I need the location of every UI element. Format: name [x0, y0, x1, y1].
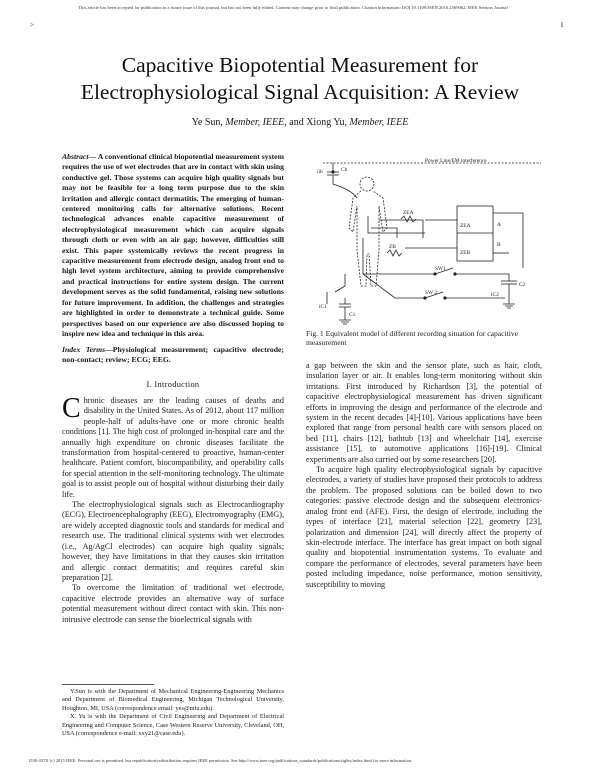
zeb-box-label: ZEB [460, 250, 471, 256]
node-a-label: A [497, 222, 501, 228]
intro-paragraph-3: To overcome the limitation of traditional wet electrode, capacitive electrode provides an alternative way of surface potential measurement without direct contact with skin. This non-intrusive electrode can sense the bioelectrical signals with [62, 583, 284, 624]
sw2-label: SW 2 [425, 290, 438, 296]
footnotes [62, 688, 284, 738]
ib-label: iib [317, 169, 323, 175]
page-marker: > [30, 21, 34, 29]
figure-1-diagram [305, 158, 545, 328]
intro-right-paragraph-2: To acquire high quality electrophysiological signals by capacitive electrodes, a variety of studies have proposed their protocols to address the problem. The proposed solutions can be boiled down to two categories: passive electrode design and the subsequent electronics-analog front end (AFE). First, the design of electrode, including the types of interface [21], material selection [22], geometry [23], polarization and dimension [24], will directly affect the property of skin-electrode interface. The interface has great impact on both signal quality and biopotential instrumentation systems. To evaluate and compare the performance of electrodes, several parameters have been posted including impedance, noise performance, motion sensitivity, susceptibility to moving [306, 465, 542, 589]
intro-left-column [62, 393, 284, 625]
footnote-1: Y.Sun is with the Department of Mechanical Engineering-Engineering Mechanics and Department of Biomedical Engineering, Michigan Technological University, Houghton, MI, USA (correspondence email: yes@mtu.edu). [62, 688, 284, 712]
index-terms [62, 345, 284, 366]
figure-1-caption: Fig. 1 Equivalent model of different recording situation for capacitive measurement [306, 329, 518, 347]
author-1-role: Member, IEEE, [225, 117, 287, 128]
c1-label: C1 [349, 312, 356, 318]
drop-cap: C [62, 393, 81, 424]
paper-title: Capacitive Biopotential Measurement for Electrophysiological Signal Acquisition: A Review [80, 53, 520, 104]
intro-paragraph-1: Chronic diseases are the leading causes of deaths and disability in the United States. As of 2012, about 117 million people-half of adults-have one or more chronic health conditions [1]. The high cost of prolonged in-hospital care and the annually high expenditure on chronic diseases facilitate the transformation from hospital-centered to proactive, human-center healthcare. Patient comfort, biocompatibility, and operability calls for special attention in the self-monitoring technology. The ultimate goal is to assist people out of hospital without disturbing their daily life. [62, 393, 284, 499]
ic2-label: iC2 [491, 292, 499, 298]
resistor-zea [401, 216, 416, 222]
head-outline [360, 177, 374, 191]
author-2-role: Member, IEEE [349, 117, 409, 128]
page-number: 1 [560, 20, 564, 29]
sw1-label: SW1 [435, 266, 446, 272]
author-1: Ye Sun, [191, 117, 223, 128]
footnote-rule [62, 684, 154, 685]
zb-label: ZB [389, 244, 396, 250]
section-heading: I. Introduction [146, 380, 200, 389]
intro-right-column [306, 361, 542, 590]
acceptance-notice: This article has been accepted for publication in a future issue of this journal, but has not been fully edited. Content may change prior to final publication. Citation information: DOI 10.1109/JSEN.2016.2569062, IEEE Sensors Journal [78, 5, 508, 10]
abstract [62, 152, 284, 339]
author-line [40, 117, 560, 128]
intro-right-paragraph-1: a gap between the skin and the sensor plate, such as hair, cloth, insulation layer or air. It enables long-term monitoring without skin irritations. First introduced by Richardson [3], the potential of capacitive electrophysiological measurement has driven significant efforts in improving the design and performance of the electrode and system in the recent decades [4]-[10]. Various applications have been explored that range from personal health care with sensors placed on bed [11], chairs [12], bathtub [13] and wheelchair [14], exercise assistance [15], to automotive applications [16]-[19]. Clinical experiments are also carried out by some researchers [20]. [306, 361, 542, 464]
abstract-text: — A conventional clinical biopotential measurement system requires the use of wet electrodes that are in contact with skin using conductive gel. Those systems can acquire high quality signals but may not be feasible for a long term purpose due to the skin irritation and allergic contact dermatitis. The emerging of human-centered monitoring calls for alternative solutions. Recent technological advances enable capacitive measurement of electrophysiological measurement which can acquire signals through cloth or even with an air gap; however, difficulties still exist. This paper systemically reviews the recent progress in capacitive measurement from electrode design, analog front end to high level system architecture, aiming to provide comprehensive and practical instructions for entire system design. The current development serves as the solid fundamental, raising new solutions for future improvement. In addition, the challenges and strategies are highlighted in order to demonstrate a technical guide. Some perspectives based on our experience are also discussed hoping to inspire new idea and technique in this area. [62, 152, 284, 338]
index-terms-label: Index Terms [62, 345, 106, 354]
zea-label: ZEA [403, 210, 414, 216]
zea-box-label: ZEA [460, 223, 471, 229]
abstract-label: Abstract [62, 152, 89, 161]
cb-label: Cb [341, 167, 348, 173]
ic1-label: iC1 [319, 304, 327, 310]
footnote-2: X. Yu is with the Department of Civil Engineering and Department of Electrical Engineering and Computer Science, Case Western Reserve University, Cleveland, OH, USA (correspondence e-mail: xxy21@case.edu). [62, 713, 284, 738]
resistor-zb [387, 250, 402, 256]
c2-label: C2 [519, 282, 526, 288]
node-b-label: B [497, 242, 501, 248]
interference-label: Power Line/EM interference [425, 158, 487, 164]
intro-paragraph-2: The electrophysiological signals such as Electrocardiography (ECG), Electroencephalography (EEG), Electromyography (EMG), are widely accepted diagnostic tools and standards for medical and research use. The traditional clinical systems with wet electrodes (i.e., Ag/AgCl electrodes) can acquire high quality signals; however, they have limitations in that they causes skin irritation and allergic contact dermatitis; and requires careful skin preparation [2]. [62, 500, 284, 582]
author-2: and Xiong Yu, [289, 117, 347, 128]
index-terms-text: —Physiological measurement; capacitive electrode; non-contact; review; ECG; EEG. [62, 345, 284, 365]
copyright-footer: 1530-437X (c) 2015 IEEE. Personal use is permitted, but republication/redistribution requires IEEE permission. See http://www.ieee.org/publications_standards/publications/rights/index.html for more information. [28, 758, 413, 763]
